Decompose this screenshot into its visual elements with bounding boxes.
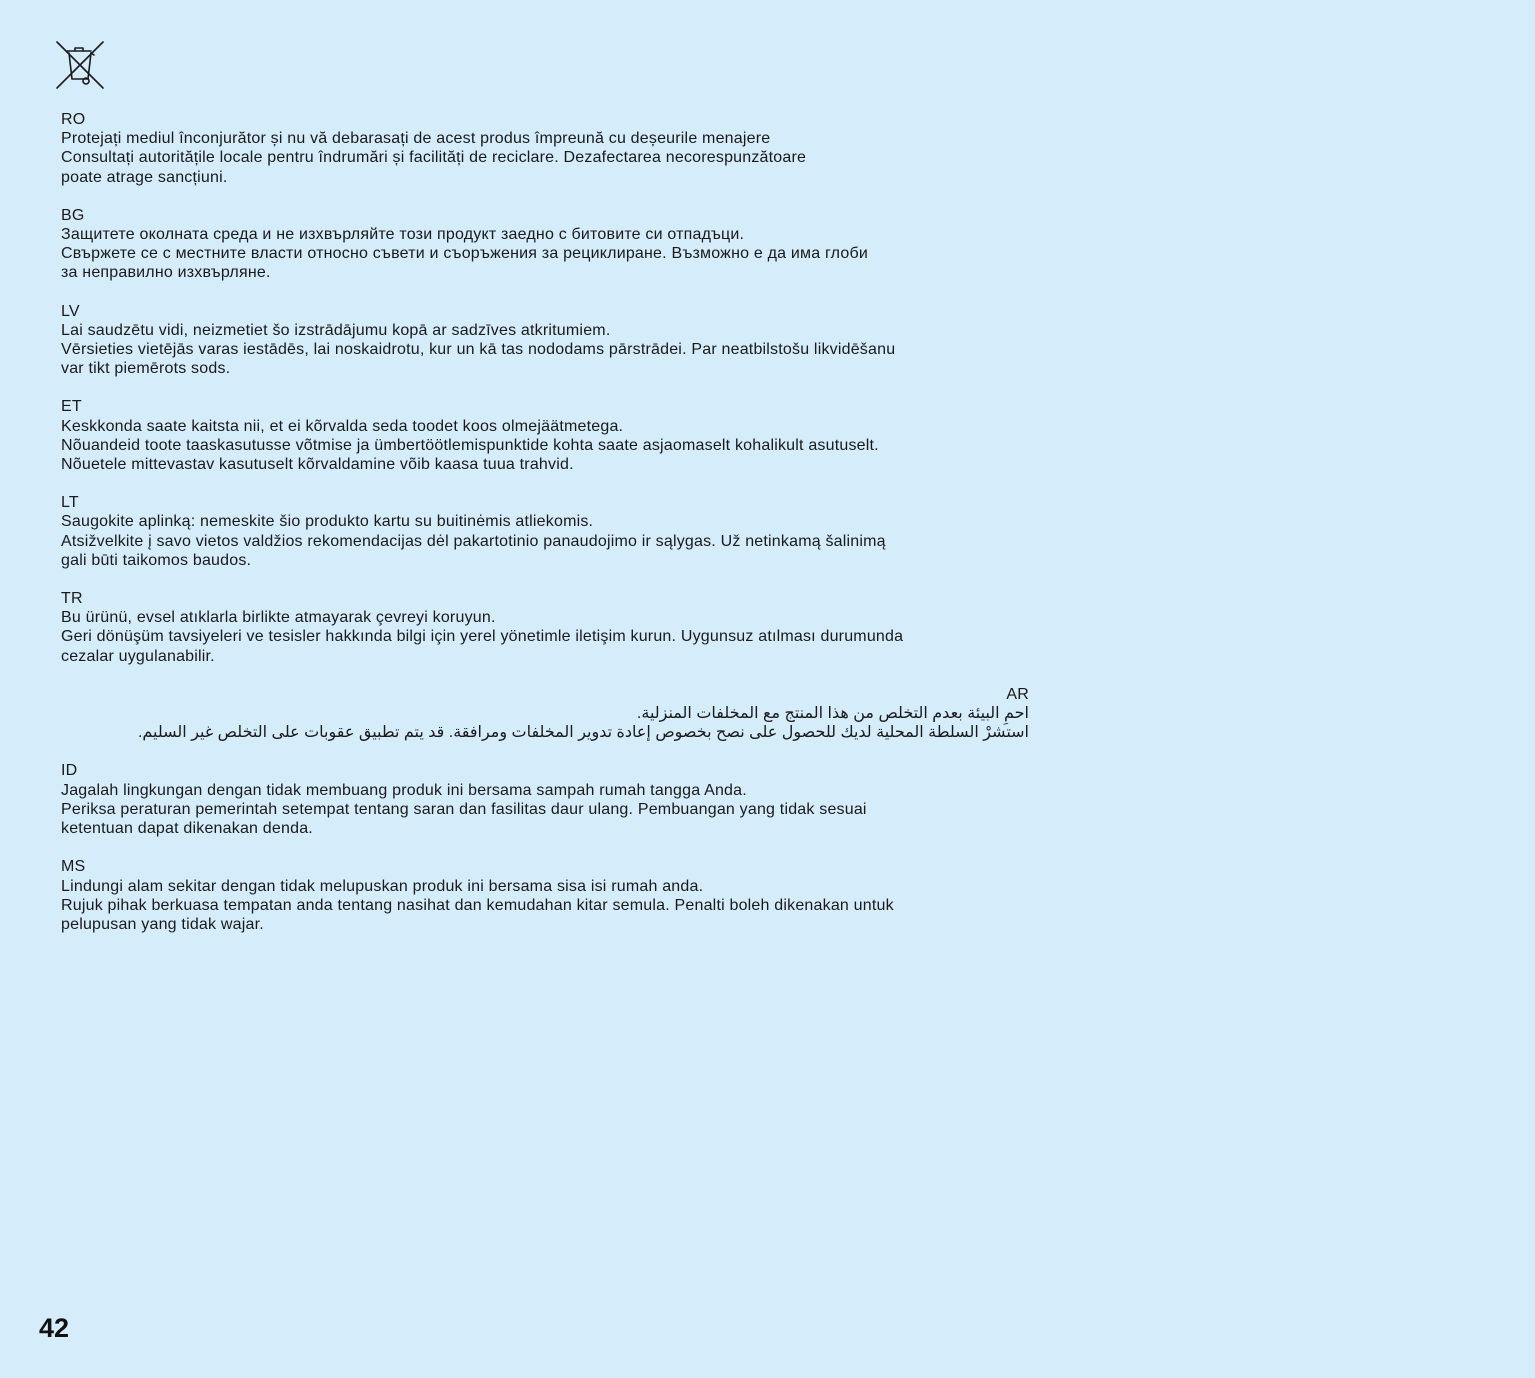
instruction-line: poate atrage sancțiuni. [61,168,228,186]
instruction-line: ketentuan dapat dikenakan denda. [61,820,313,838]
language-code: RO [61,111,86,128]
instruction-line: Consultați autoritățile locale pentru îndrumări și facilități de reciclare. Dezafectarea necorespunzătoare [61,149,807,167]
section-lt [61,493,1029,570]
instruction-line: pelupusan yang tidak wajar. [61,915,264,933]
language-code: MS [61,858,86,876]
instruction-line: Nõuetele mittevastav kasutuselt kõrvaldamine võib kaasa tuua trahvid. [61,456,574,474]
instruction-line: Bu ürünü, evsel atıklarla birlikte atmayarak çevreyi koruyun. [61,609,496,627]
instruction-line: Geri dönüşüm tavsiyeleri ve tesisler hakkında bilgi için yerel yönetimle iletişim kurun. Uygunsuz atılması durumunda [61,628,904,646]
section-ar [61,685,1029,743]
section-bg [61,206,1029,283]
language-code: LT [61,494,79,512]
section-lv [61,302,1029,379]
language-code: BG [61,206,85,224]
section-et [61,397,1029,474]
crossed-out-wheelie-bin-icon [54,39,106,91]
instruction-line: Nõuandeid toote taaskasutusse võtmise ja ümbertöötlemispunktide kohta saate asjaomaselt kohalikult asutuselt. [61,436,879,454]
language-code: ET [61,398,82,416]
section-id [61,761,1029,838]
instruction-line: استشرْ السلطة المحلية لديك للحصول على نصح بخصوص إعادة تدوير المخلفات ومرافقة. قد يتم تطبيق عقوبات على التخلص غير السليم. [137,724,1029,742]
instruction-line: Защитете околната среда и не изхвърляйте този продукт заедно с битовите си отпадъци. [61,226,745,244]
section-tr [61,589,1029,666]
instruction-line: Atsižvelkite į savo vietos valdžios rekomendacijas dėl pakartotinio panaudojimo ir sąlygas. Už netinkamą šalinimą [61,532,886,550]
instruction-line: Protejați mediul înconjurător și nu vă debarasați de acest produs împreună cu deșeurile menajere [61,130,771,148]
instruction-line: за неправилно изхвърляне. [61,264,271,282]
instruction-line: Periksa peraturan pemerintah setempat tentang saran dan fasilitas daur ulang. Pembuangan yang tidak sesuai [61,800,867,818]
section-ms [61,857,1029,934]
instruction-line: Lindungi alam sekitar dengan tidak melupuskan produk ini bersama sisa isi rumah anda. [61,877,704,895]
disposal-instructions [61,110,1029,953]
instruction-line: Saugokite aplinką: nemeskite šio produkto kartu su buitinėmis atliekomis. [61,513,594,531]
instruction-line: gali būti taikomos baudos. [61,551,252,569]
instruction-line: Keskkonda saate kaitsta nii, et ei kõrvalda seda toodet koos olmejäätmetega. [61,417,624,435]
section-ro [61,110,1029,187]
language-code: ID [61,762,78,780]
instruction-line: var tikt piemērots sods. [61,360,231,378]
page-number: 42 [39,1313,70,1343]
language-code: LV [61,302,80,320]
instruction-line: Lai saudzētu vidi, neizmetiet šo izstrādājumu kopā ar sadzīves atkritumiem. [61,321,611,339]
instruction-line: Rujuk pihak berkuasa tempatan anda tentang nasihat dan kemudahan kitar semula. Penalti boleh dikenakan untuk [61,896,894,914]
language-code: AR [1006,685,1029,703]
instruction-line: Свържете се с местните власти относно съвети и съоръжения за рециклиране. Възможно е да има глоби [61,245,868,263]
instruction-line: cezalar uygulanabilir. [61,647,215,665]
instruction-line: Vērsieties vietējās varas iestādēs, lai noskaidrotu, kur un kā tas nododams pārstrādei. Par neatbilstošu likvidēšanu [61,341,896,359]
language-code: TR [61,590,83,608]
instruction-line: Jagalah lingkungan dengan tidak membuang produk ini bersama sampah rumah tangga Anda. [61,781,747,799]
instruction-line: احمِ البيئة بعدم التخلص من هذا المنتج مع المخلفات المنزلية. [636,705,1029,723]
